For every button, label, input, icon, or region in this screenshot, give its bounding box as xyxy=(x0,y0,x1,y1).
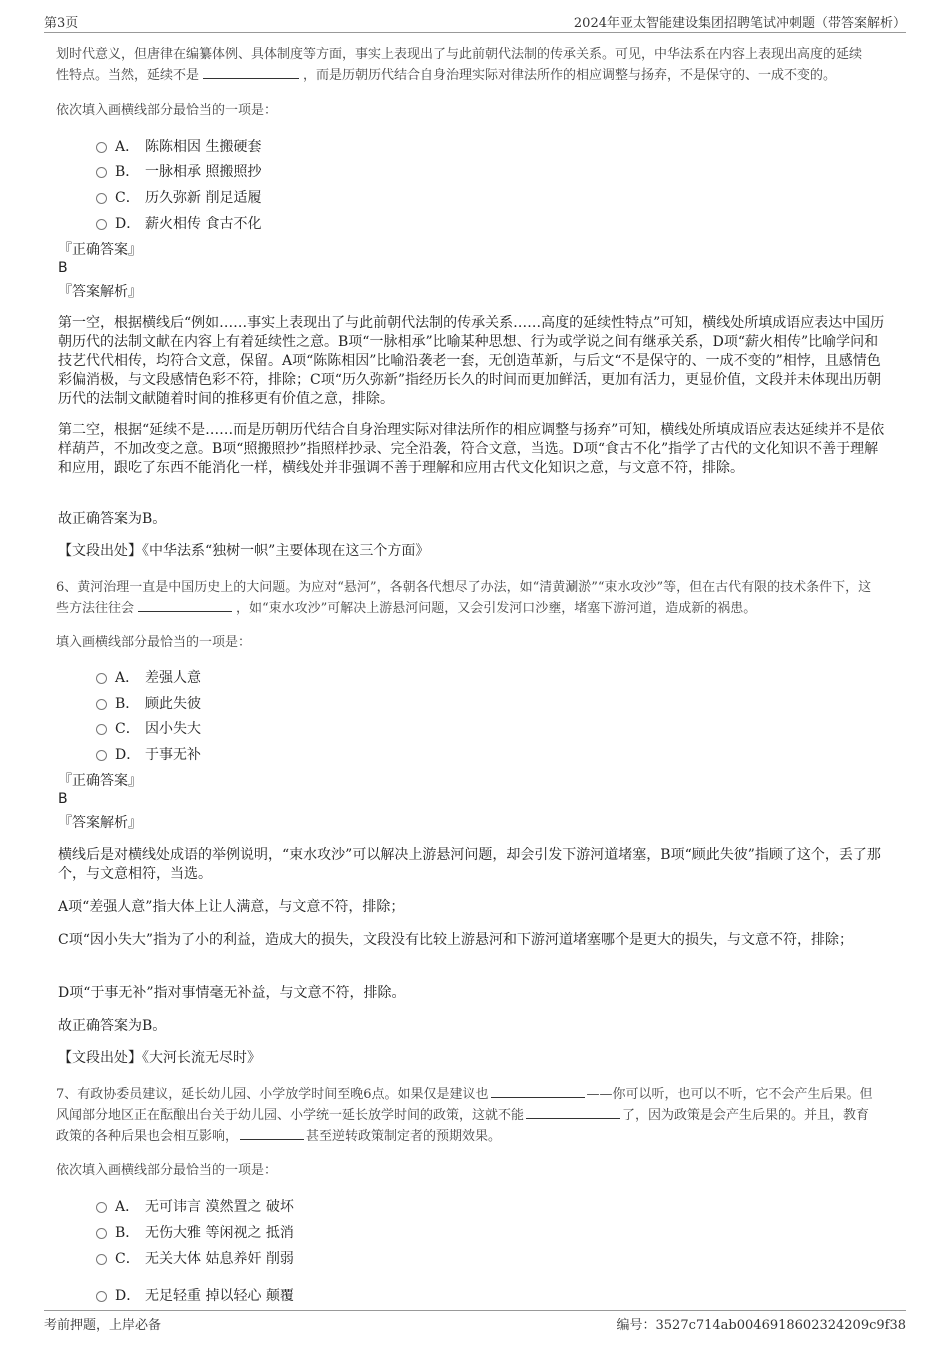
radio-icon[interactable] xyxy=(96,142,107,153)
q7-passage-line2: 风闻部分地区正在酝酿出台关于幼儿园、小学统一延长放学时间的政策，这就不能 了，因为政策是会产生后果的。并且，教育 xyxy=(56,1108,870,1123)
q5-passage xyxy=(56,44,894,86)
radio-icon[interactable] xyxy=(96,219,107,230)
radio-icon[interactable] xyxy=(96,167,107,178)
q6-analysis-p3: C项“因小失大”指为了小的利益，造成大的损失，文段没有比较上游悬河和下游河道堵塞哪个是更大的损失，与文意不符，排除； xyxy=(58,932,854,948)
radio-icon[interactable] xyxy=(96,673,107,684)
q7-option-c[interactable]: C． 无关大体 姑息养奸 削弱 xyxy=(96,1248,294,1268)
q7-option-b[interactable]: B． 无伤大雅 等闲视之 抵消 xyxy=(96,1222,294,1242)
q5-answer-label: 『正确答案』 xyxy=(58,242,142,258)
footer-divider xyxy=(44,1310,906,1311)
radio-icon[interactable] xyxy=(96,1254,107,1265)
document-title: 2024年亚太智能建设集团招聘笔试冲刺题（带答案解析） xyxy=(573,16,906,31)
q5-answer: B xyxy=(58,260,68,276)
radio-icon[interactable] xyxy=(96,750,107,761)
q7-passage xyxy=(56,1084,894,1147)
q6-option-c[interactable]: C． 因小失大 xyxy=(96,718,201,738)
q6-analysis-p1: 横线后是对横线处成语的举例说明，“束水攻沙”可以解决上游悬河问题，却会引发下游河道堵塞，B项“顾此失彼”指顾了这个，丢了那个，与文意相符，当选。 xyxy=(58,847,881,882)
q6-option-d[interactable]: D． 于事无补 xyxy=(96,744,201,764)
radio-icon[interactable] xyxy=(96,1291,107,1302)
q6-source: 【文段出处】《大河长流无尽时》 xyxy=(58,1050,261,1066)
q5-option-a[interactable]: A． 陈陈相因 生搬硬套 xyxy=(96,136,261,156)
q5-conclusion: 故正确答案为B。 xyxy=(58,511,167,527)
q6-conclusion: 故正确答案为B。 xyxy=(58,1018,167,1034)
q6-option-a[interactable]: A． 差强人意 xyxy=(96,667,201,687)
q5-passage-line1: 划时代意义，但唐律在编纂体例、具体制度等方面，事实上表现出了与此前朝代法制的传承关系。可见，中华法系在内容上表现出高度的延续 xyxy=(56,47,863,62)
q6-prompt: 填入画横线部分最恰当的一项是： xyxy=(56,635,252,650)
q6-answer-label: 『正确答案』 xyxy=(58,773,142,789)
footer-slogan: 考前押题，上岸必备 xyxy=(44,1318,162,1333)
q6-passage-line1: 6、黄河治理一直是中国历史上的大问题。为应对“悬河”，各朝各代想尽了办法，如“清黄涮淤”“束水攻沙”等，但在古代有限的技术条件下，这 xyxy=(56,580,872,595)
q5-prompt: 依次填入画横线部分最恰当的一项是： xyxy=(56,103,278,118)
q6-analysis-p4: D项“于事无补”指对事情毫无补益，与文意不符，排除。 xyxy=(58,985,406,1001)
fill-blank xyxy=(491,1085,585,1098)
q5-source: 【文段出处】《中华法系“独树一帜”主要体现在这三个方面》 xyxy=(58,543,430,559)
radio-icon[interactable] xyxy=(96,1202,107,1213)
q6-analysis-label: 『答案解析』 xyxy=(58,815,142,831)
q5-analysis-p2: 第二空，根据“延续不是……而是历朝历代结合自身治理实际对律法所作的相应调整与扬弃”可知，横线处所填成语应表达延续并不是依样葫芦，不加改变之意。B项“照搬照抄”指照样抄录、完全沿袭，符合文意，当选。D项“食古不化”指学了古代的文化知识不善于理解和应用，跟吃了东西不能消化一样，横线处并非强调不善于理解和应用古代文化知识之意，与文意不符，排除。 xyxy=(58,422,885,476)
q6-option-b[interactable]: B． 顾此失彼 xyxy=(96,693,201,713)
q5-option-d[interactable]: D． 薪火相传 食古不化 xyxy=(96,213,261,233)
q7-passage-line1: 7、有政协委员建议，延长幼儿园、小学放学时间至晚6点。如果仅是建议也 ——你可以听，也可以不听，它不会产生后果。但 xyxy=(56,1087,873,1102)
q6-answer: B xyxy=(58,791,68,807)
q7-option-a[interactable]: A． 无可讳言 漠然置之 破坏 xyxy=(96,1196,294,1216)
fill-blank xyxy=(240,1127,304,1140)
q5-passage-line2: 性特点。当然，延续不是 ，而是历朝历代结合自身治理实际对律法所作的相应调整与扬弃，不是保守的、一成不变的。 xyxy=(56,68,837,83)
q6-analysis-p2: A项“差强人意”指大体上让人满意，与文意不符，排除； xyxy=(58,899,405,915)
q5-option-b[interactable]: B． 一脉相承 照搬照抄 xyxy=(96,161,261,181)
fill-blank xyxy=(203,66,299,79)
fill-blank xyxy=(526,1106,620,1119)
q6-passage xyxy=(56,577,894,619)
radio-icon[interactable] xyxy=(96,724,107,735)
q6-passage-line2: 些方法往往会 ，如“束水攻沙”可解决上游悬河问题，又会引发河口沙壅，堵塞下游河道，造成新的祸患。 xyxy=(56,601,757,616)
document-code: 编号：3527c714ab0046918602324209c9f38 xyxy=(616,1318,906,1333)
fill-blank xyxy=(138,599,232,612)
q5-analysis-label: 『答案解析』 xyxy=(58,284,142,300)
q7-option-d[interactable]: D． 无足轻重 掉以轻心 颠覆 xyxy=(96,1285,294,1305)
q7-passage-line3: 政策的各种后果也会相互影响， 甚至逆转政策制定者的预期效果。 xyxy=(56,1129,502,1144)
radio-icon[interactable] xyxy=(96,1228,107,1239)
header-divider xyxy=(44,32,906,33)
radio-icon[interactable] xyxy=(96,699,107,710)
q7-prompt: 依次填入画横线部分最恰当的一项是： xyxy=(56,1163,278,1178)
radio-icon[interactable] xyxy=(96,193,107,204)
q5-option-c[interactable]: C． 历久弥新 削足适履 xyxy=(96,187,261,207)
page-number: 第3页 xyxy=(44,16,79,31)
q5-analysis-p1: 第一空，根据横线后“例如……事实上表现出了与此前朝代法制的传承关系……高度的延续性特点”可知，横线处所填成语应表达中国历朝历代的法制文献在内容上有着延续性之意。B项“一脉相承”比喻某种思想、行为或学说之间有继承关系，D项“薪火相传”比喻学问和技艺代代相传，均符合文意，保留。A项“陈陈相因”比喻沿袭老一套，无创造革新，与后文“不是保守的、一成不变的”相悖，且感情色彩偏消极，与文段感情色彩不符，排除；C项“历久弥新”指经历长久的时间而更加鲜活，更加有活力，更显价值，文段并未体现出历朝历代的法制文献随着时间的推移更有价值之意，排除。 xyxy=(58,315,885,407)
